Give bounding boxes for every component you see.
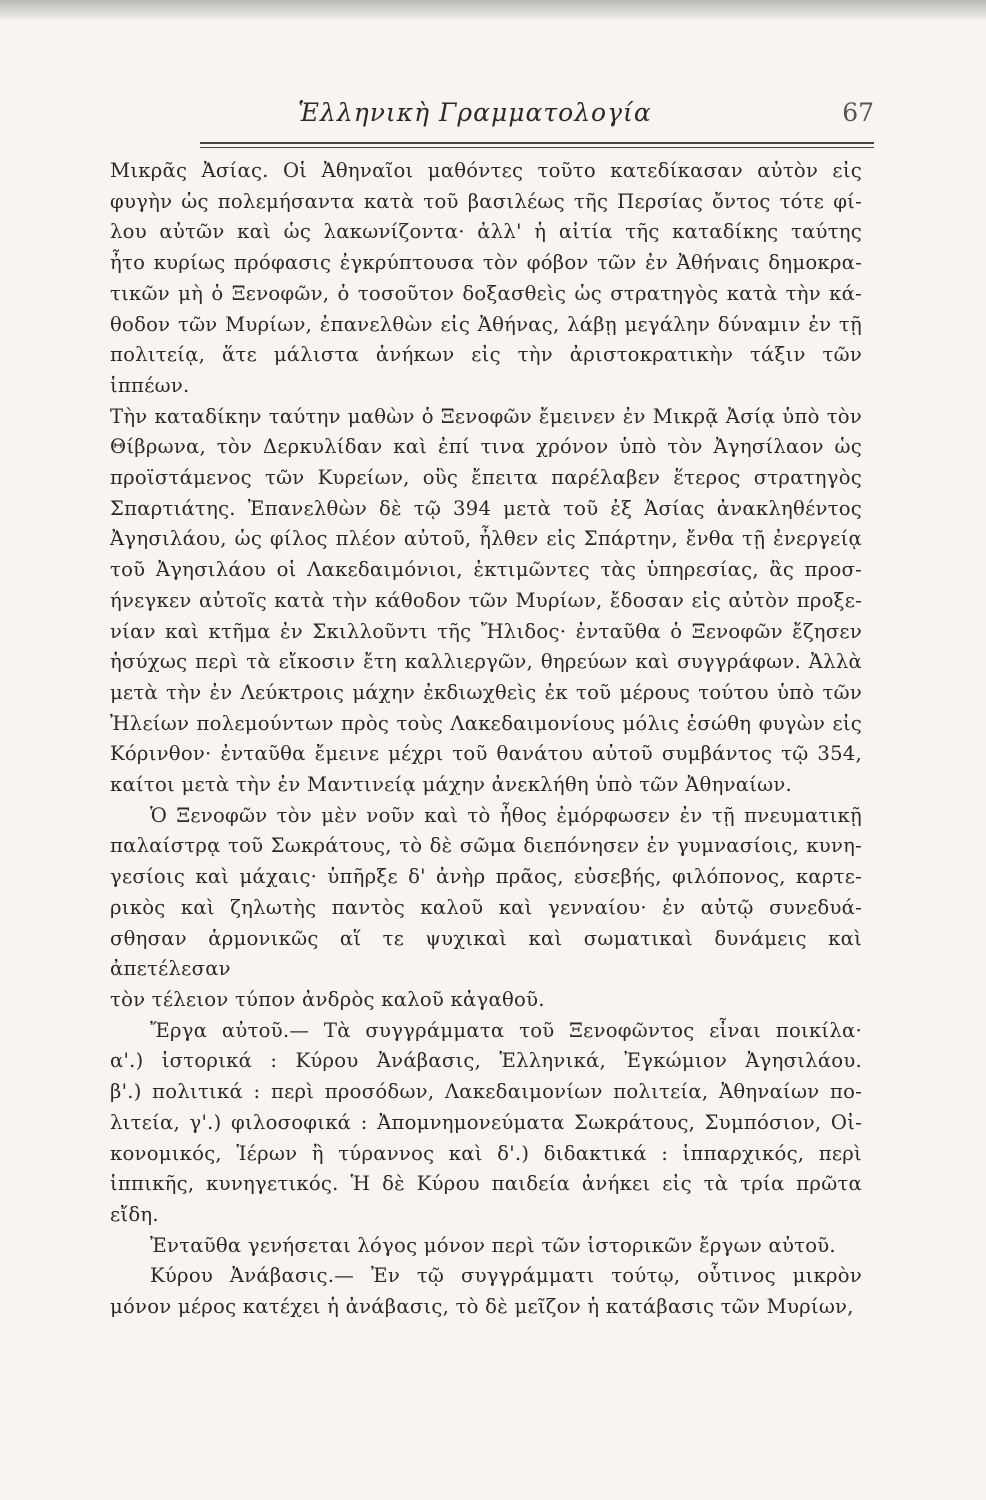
text-line: σθησαν ἁρμονικῶς αἵ τε ψυχικαὶ καὶ σωματικαὶ δυνάμεις καὶ ἀπετέλεσαν [110, 926, 862, 981]
page-header [200, 98, 874, 138]
text-line: Κόρινθον· ἐνταῦθα ἔμεινε μέχρι τοῦ θανάτου αὐτοῦ συμβάντος τῷ 354, [110, 742, 862, 766]
text-line: Τὴν καταδίκην ταύτην μαθὼν ὁ Ξενοφῶν ἔμεινεν ἐν Μικρᾷ Ἀσίᾳ ὑπὸ τὸν [110, 404, 862, 428]
text-line: ἦτο κυρίως πρόφασις ἐγκρύπτουσα τὸν φόβον τῶν ἐν Ἀθήναις δημοκρα- [110, 251, 862, 275]
text-line: α'.) ἱστορικά : Κύρου Ἀνάβασις, Ἑλληνικά, Ἐγκώμιον Ἀγησιλάου. [110, 1049, 862, 1073]
text-line: Σπαρτιάτης. Ἐπανελθὼν δὲ τῷ 394 μετὰ τοῦ ἐξ Ἀσίας ἀνακληθέντος [110, 496, 862, 520]
text-line: παλαίστρᾳ τοῦ Σωκράτους, τὸ δὲ σῶμα διεπόνησεν ἐν γυμνασίοις, κυνη- [110, 834, 862, 858]
text-line: πολιτείᾳ, ἅτε μάλιστα ἀνήκων εἰς τὴν ἀριστοκρατικὴν τάξιν τῶν ἱππέων. [110, 343, 862, 397]
text-line: Ὁ Ξενοφῶν τὸν μὲν νοῦν καὶ τὸ ἦθος ἐμόρφωσεν ἐν τῇ πνευματικῇ [150, 803, 862, 827]
text-line: Μικρᾶς Ἀσίας. Οἱ Ἀθηναῖοι μαθόντες τοῦτο κατεδίκασαν αὐτὸν εἰς [110, 159, 862, 182]
paragraph [110, 1016, 862, 1231]
text-line: θοδον τῶν Μυρίων, ἐπανελθὼν εἰς Ἀθήνας, λάβῃ μεγάλην δύναμιν ἐν τῇ [110, 312, 862, 336]
running-title: Ἑλληνικὴ Γραμματολογία [298, 98, 652, 127]
paragraph [110, 801, 862, 1016]
header-rule [200, 142, 874, 144]
text-line: Θίβρωνα, τὸν Δερκυλίδαν καὶ ἐπί τινα χρόνον ὑπὸ τὸν Ἀγησίλαον ὡς [110, 435, 862, 459]
text-line: Ἀγησιλάου, ὡς φίλος πλέον αὐτοῦ, ἦλθεν εἰς Σπάρτην, ἔνθα τῇ ἐνεργείᾳ [110, 527, 862, 551]
text-line: Ἠλείων πολεμούντων πρὸς τοὺς Λακεδαιμονίους μόλις ἐσώθη φυγὼν εἰς [110, 711, 862, 735]
text-line: Ἐνταῦθα γενήσεται λόγος μόνον περὶ τῶν ἱστορικῶν ἔργων αὐτοῦ. [150, 1233, 836, 1257]
text-line: προϊστάμενος τῶν Κυρείων, οὓς ἔπειτα παρέλαβεν ἕτερος στρατηγὸς [110, 466, 862, 490]
text-line: τοῦ Ἀγησιλάου οἱ Λακεδαιμόνιοι, ἐκτιμῶντες τὰς ὑπηρεσίας, ἃς προσ- [110, 558, 862, 582]
body-text [110, 156, 862, 1323]
text-line: νίαν καὶ κτῆμα ἐν Σκιλλοῦντι τῆς Ἤλιδος· ἐνταῦθα ὁ Ξενοφῶν ἔζησεν [110, 619, 862, 643]
paragraph [110, 156, 862, 801]
paragraph [110, 1231, 862, 1262]
paragraph [110, 1261, 862, 1322]
text-line: κονομικός, Ἱέρων ἢ τύραννος καὶ δ'.) διδακτικά : ἱππαρχικός, περὶ [110, 1141, 862, 1165]
text-line: Ἔργα αὐτοῦ.— Τὰ συγγράμματα τοῦ Ξενοφῶντος εἶναι ποικίλα· [150, 1018, 862, 1042]
text-line: λου αὐτῶν καὶ ὡς λακωνίζοντα· ἀλλ' ἡ αἰτία τῆς καταδίκης ταύτης [110, 220, 862, 244]
text-line: ἱππικῆς, κυνηγετικός. Ἡ δὲ Κύρου παιδεία ἀνήκει εἰς τὰ τρία πρῶτα [110, 1172, 862, 1196]
text-line: Κύρου Ἀνάβασις.— Ἐν τῷ συγγράμματι τούτῳ, οὗτινος μικρὸν [150, 1264, 862, 1288]
header-rule-thin [200, 147, 874, 148]
text-line: καίτοι μετὰ τὴν ἐν Μαντινείᾳ μάχην ἀνεκλήθη ὑπὸ τῶν Ἀθηναίων. [110, 773, 793, 797]
text-line: μετὰ τὴν ἐν Λεύκτροις μάχην ἐκδιωχθεὶς ἐκ τοῦ μέρους τούτου ὑπὸ τῶν [110, 680, 862, 704]
text-line: φυγὴν ὡς πολεμήσαντα κατὰ τοῦ βασιλέως τῆς Περσίας ὄντος τότε φί- [110, 189, 862, 213]
text-line: τικῶν μὴ ὁ Ξενοφῶν, ὁ τοσοῦτον δοξασθεὶς ὡς στρατηγὸς κατὰ τὴν κά- [110, 281, 862, 305]
text-line: εἴδη. [110, 1202, 159, 1226]
text-line: ήνεγκεν αὐτοῖς κατὰ τὴν κάθοδον τῶν Μυρίων, ἔδοσαν εἰς αὐτὸν προξε- [110, 588, 862, 612]
text-line: τὸν τέλειον τύπον ἀνδρὸς καλοῦ κἀγαθοῦ. [110, 987, 545, 1011]
text-line: ρικὸς καὶ ζηλωτὴς παντὸς καλοῦ καὶ γενναίου· ἐν αὐτῷ συνεδυά- [110, 895, 862, 919]
text-line: β'.) πολιτικά : περὶ προσόδων, Λακεδαιμονίων πολιτεία, Ἀθηναίων πο- [110, 1080, 862, 1104]
text-line: λιτεία, γ'.) φιλοσοφικά : Ἀπομνημονεύματα Σωκράτους, Συμπόσιον, Οἰ- [110, 1110, 862, 1134]
text-line: μόνον μέρος κατέχει ἡ ἀνάβασις, τὸ δὲ μεῖζον ἡ κατάβασις τῶν Μυρίων, [110, 1295, 854, 1319]
page-number: 67 [842, 98, 874, 127]
scan-shadow [0, 0, 986, 22]
text-line: ἡσύχως περὶ τὰ εἴκοσιν ἔτη καλλιεργῶν, θηρεύων καὶ συγγράφων. Ἀλλὰ [110, 650, 862, 674]
text-line: γεσίοις καὶ μάχαις· ὑπῆρξε δ' ἀνὴρ πρᾶος, εὐσεβής, φιλόπονος, καρτε- [110, 865, 862, 889]
